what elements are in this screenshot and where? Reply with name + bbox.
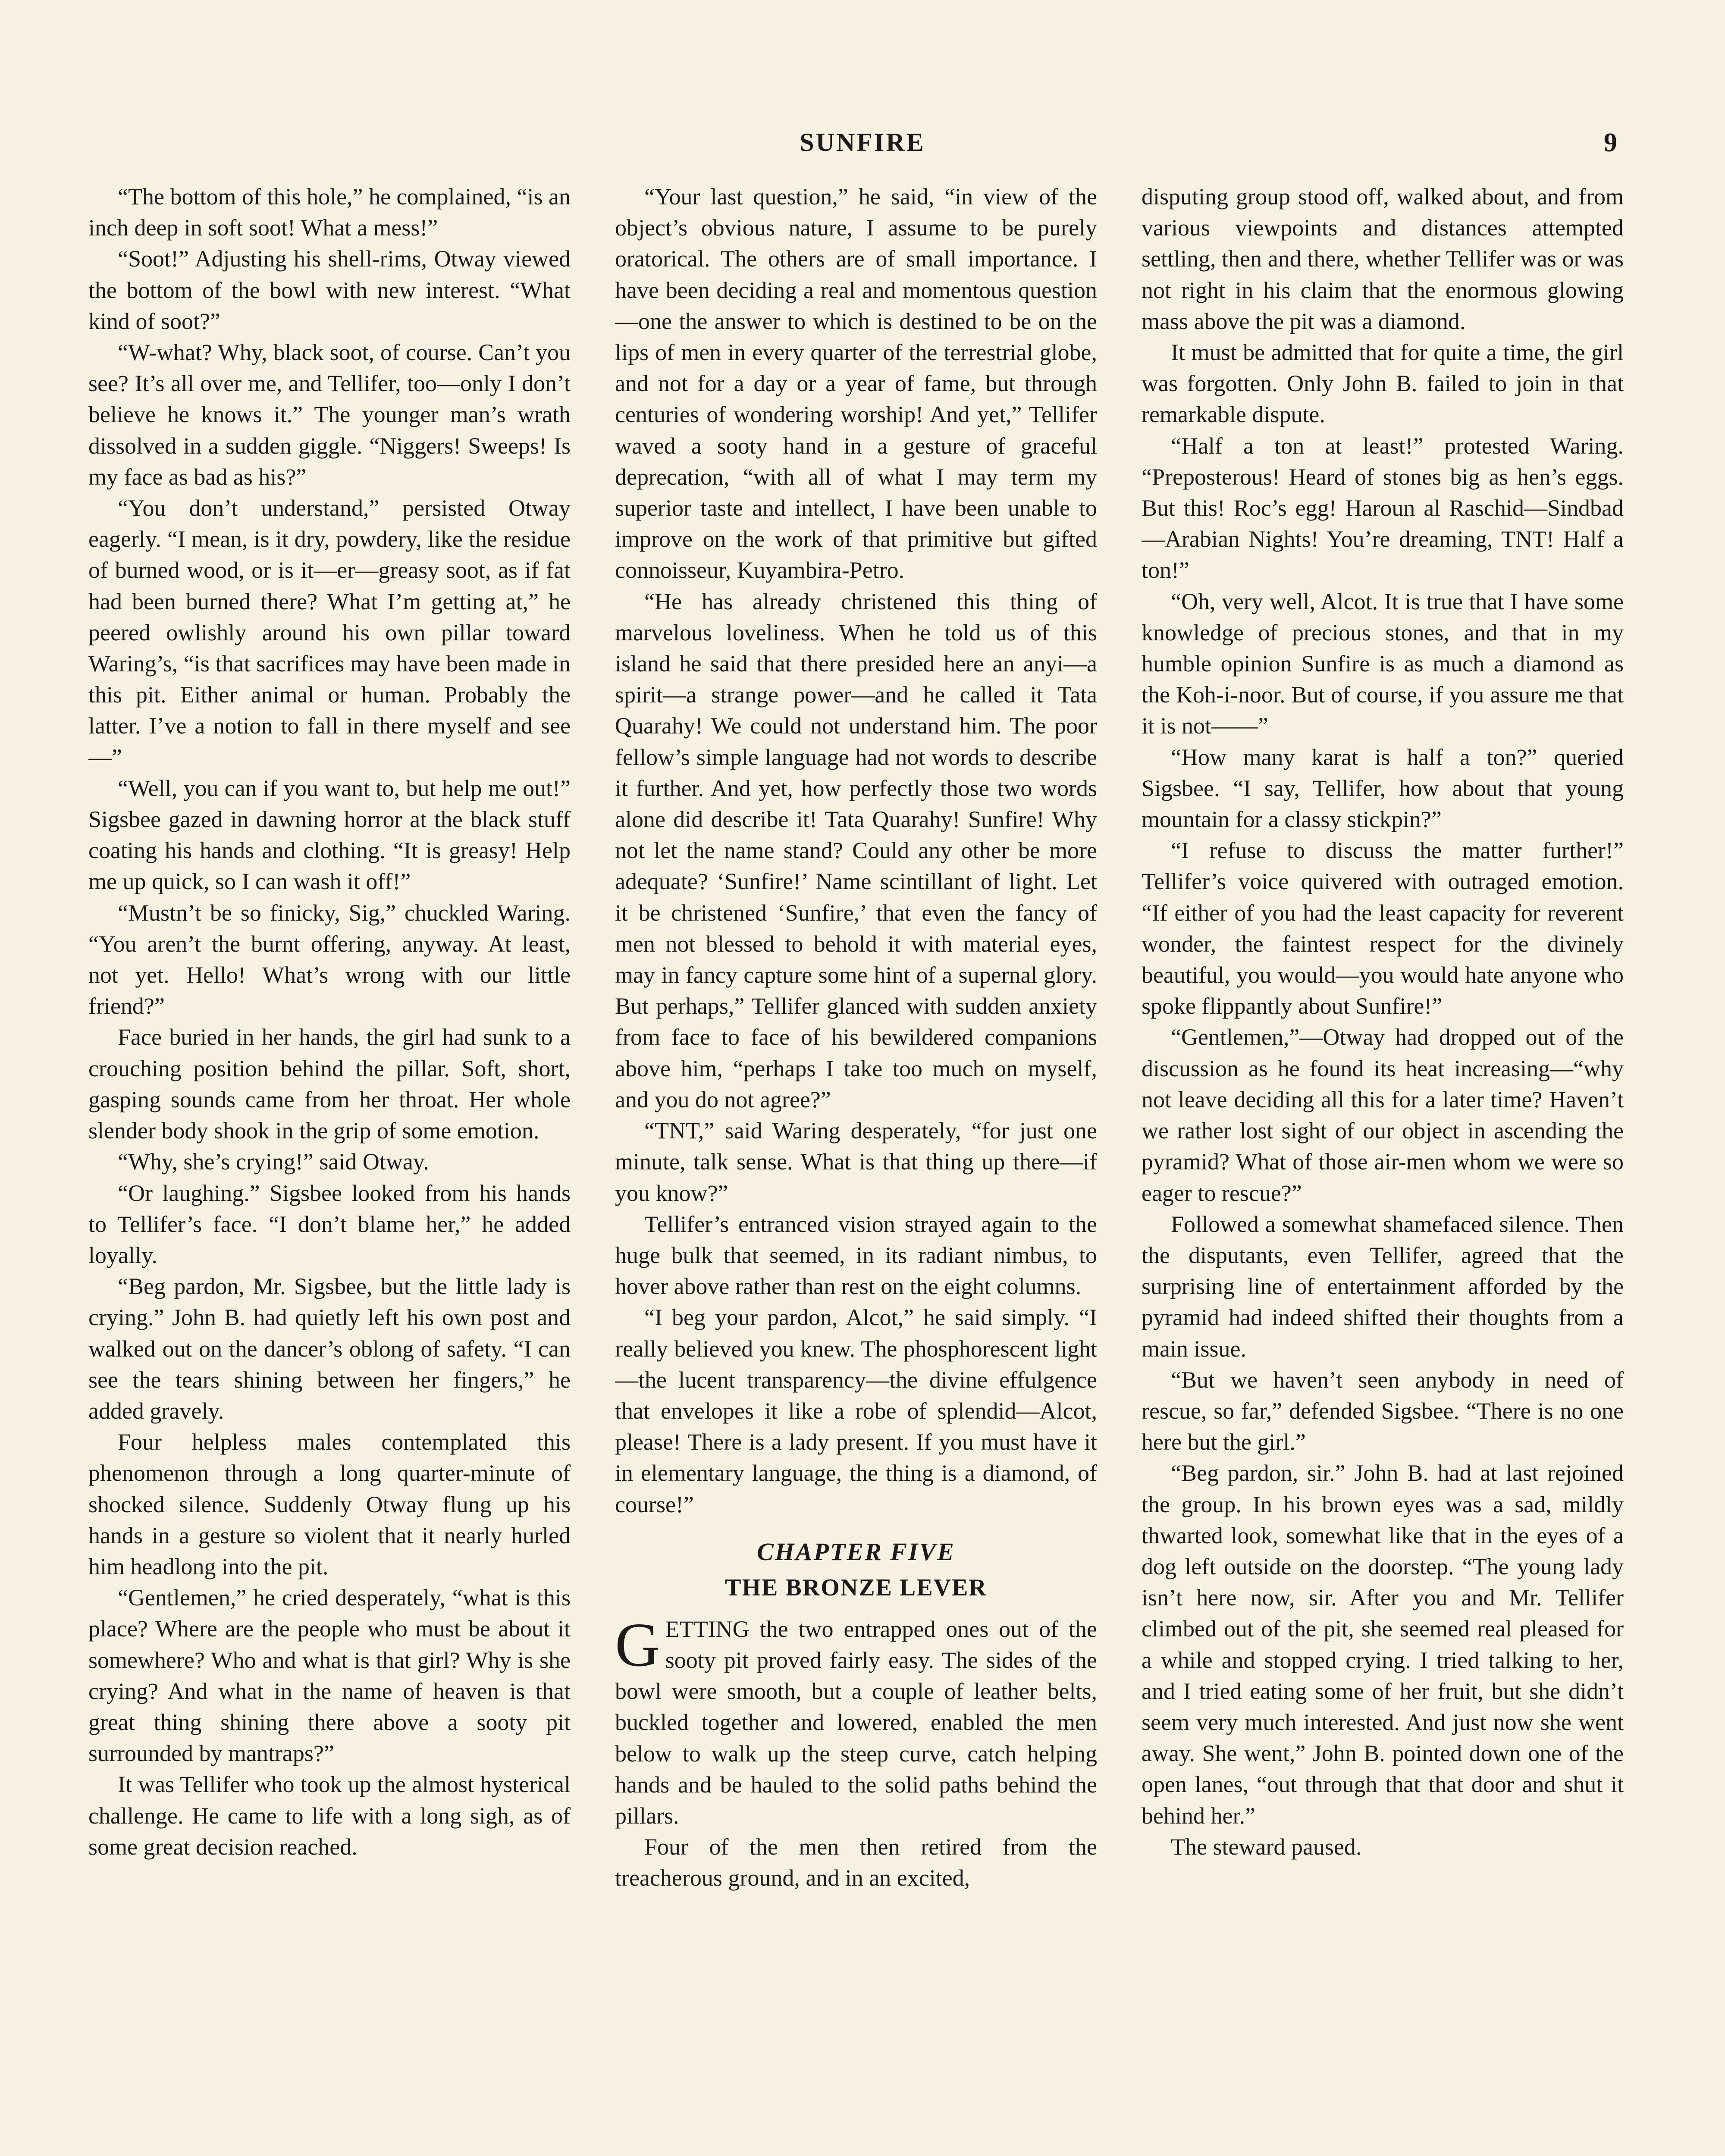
chapter-subtitle: THE BRONZE LEVER	[725, 1574, 987, 1601]
paragraph: “Gentlemen,” he cried desperately, “what is this place? Where are the people who must be about it somewhere? Who and what is that girl? Why is she crying? And what in the name of heaven is that great thing shining there above a sooty pit surrounded by mantraps?”	[88, 1585, 571, 1767]
paragraph: Four helpless males contemplated this phenomenon through a long quarter-minute of shocked silence. Suddenly Otway flung up his hands in a gesture so violent that it nearly hurled him headlong into the pit.	[88, 1429, 571, 1579]
paragraph: “But we haven’t seen anybody in need of rescue, so far,” defended Sigsbee. “There is no one here but the girl.”	[1142, 1366, 1624, 1455]
paragraph: “How many karat is half a ton?” queried Sigsbee. “I say, Tellifer, how about that young mountain for a classy stickpin?”	[1142, 744, 1624, 833]
paragraph: “Beg pardon, sir.” John B. had at last rejoined the group. In his brown eyes was a sad, mildly thwarted look, somewhat like that in the eyes of a dog left outside on the doorstep. “The young lady isn’t here now, sir. After you and Mr. Tellifer climbed out of the pit, she seemed real pleased for a while and stopped crying. I tried talking to her, and I tried eating some of her fruit, but she didn’t seem very much interested. And just now she went away. She went,” John B. pointed down one of the open lanes, “out through that that door and shut it behind her.”	[1142, 1460, 1624, 1829]
paragraph: “Soot!” Adjusting his shell-rims, Otway viewed the bottom of the bowl with new interest. “What kind of soot?”	[88, 246, 571, 334]
running-title: SUNFIRE	[800, 128, 925, 157]
paragraph: “You don’t understand,” persisted Otway eagerly. “I mean, is it dry, powdery, like the residue of burned wood, or is it—er—greasy soot, as if fat had been burned there? What I’m getting at,” he peered owlishly around his own pillar toward Waring’s, “is that sacrifices may have been made in this pit. Either animal or human. Probably the latter. I’ve a notion to fall in there myself and see—”	[88, 495, 571, 770]
paragraph: It must be admitted that for quite a time, the girl was forgotten. Only John B. failed to join in that remarkable dispute.	[1142, 339, 1624, 428]
paragraph: “Your last question,” he said, “in view of the object’s obvious nature, I assume to be purely oratorical. The others are of small importance. I have been deciding a real and momentous question—one the answer to which is destined to be on the lips of men in every quarter of the terrestrial globe, and not for a day or a year of fame, but through centuries of wondering worship! And yet,” Tellifer waved a sooty hand in a gesture of graceful deprecation, “with all of what I may term my superior taste and intellect, I have been unable to improve on the work of that primitive but gifted connoisseur, Kuyambira-Petro.	[615, 184, 1097, 583]
paragraph: The steward paused.	[1171, 1833, 1362, 1860]
text-columns	[88, 181, 1624, 2156]
paragraph: “The bottom of this hole,” he complained, “is an inch deep in soft soot! What a mess!”	[88, 184, 571, 241]
paragraph: Four of the men then retired from the treacherous ground, and in an excited,	[615, 1834, 1097, 1891]
paragraph: It was Tellifer who took up the almost hysterical challenge. He came to life with a long sigh, as of some great decision reached.	[88, 1771, 571, 1860]
paragraph: “I refuse to discuss the matter further!” Tellifer’s voice quivered with outraged emotion. “If either of you had the least capacity for reverent wonder, the faintest respect for the divinely beautiful, you would—you would hate anyone who spoke flippantly about Sunfire!”	[1142, 837, 1624, 1019]
page-number: 9	[1604, 128, 1617, 157]
column-3	[1142, 181, 1624, 2156]
paragraph: “I beg your pardon, Alcot,” he said simply. “I really believed you knew. The phosphorescent light—the lucent transparency—the divine effulgence that envelopes it like a robe of splendid—Alcot, please! There is a lady present. If you must have it in elementary language, the thing is a diamond, of course!”	[615, 1304, 1097, 1517]
paragraph: “Gentlemen,”—Otway had dropped out of the discussion as he found its heat increasing—“why not leave deciding all this for a later time? Haven’t we rather lost sight of our object in ascending the pyramid? What of those air-men whom we were so eager to rescue?”	[1142, 1024, 1624, 1206]
paragraph: Followed a somewhat shamefaced silence. Then the disputants, even Tellifer, agreed that the surprising line of entertainment afforded by the pyramid had indeed shifted their thoughts from a main issue.	[1142, 1211, 1624, 1362]
column-2	[615, 181, 1097, 2156]
paragraph: “Why, she’s crying!” said Otway.	[118, 1149, 429, 1175]
chapter-opening-paragraph: GETTING the two entrapped ones out of the sooty pit proved fairly easy. The sides of the bowl were smooth, but a couple of leather belts, buckled together and lowered, enabled the men below to walk up the steep curve, catch helping hands and be hauled to the solid paths behind the pillars.	[615, 1610, 1097, 1829]
chapter-title: CHAPTER FIVE	[757, 1537, 955, 1566]
paragraph: “Beg pardon, Mr. Sigsbee, but the little lady is crying.” John B. had quietly left his own post and walked out on the dancer’s oblong of safety. “I can see the tears shining between her fingers,” he added gravely.	[88, 1273, 571, 1424]
paragraph: “Or laughing.” Sigsbee looked from his hands to Tellifer’s face. “I don’t blame her,” he added loyally.	[88, 1180, 571, 1268]
paragraph: “Well, you can if you want to, but help me out!” Sigsbee gazed in dawning horror at the black stuff coating his hands and clothing. “It is greasy! Help me up quick, so I can wash it off!”	[88, 775, 571, 895]
continued-paragraph: disputing group stood off, walked about, and from various viewpoints and distances attempted settling, then and there, whether Tellifer was or was not right in his claim that the enormous glowing mass above the pit was a diamond.	[1142, 184, 1624, 334]
paragraph: “Mustn’t be so finicky, Sig,” chuckled Waring. “You aren’t the burnt offering, anyway. At least, not yet. Hello! What’s wrong with our little friend?”	[88, 899, 571, 1019]
paragraph: “W-what? Why, black soot, of course. Can’t you see? It’s all over me, and Tellifer, too—only I don’t believe he knows it.” The younger man’s wrath dissolved in a sudden giggle. “Niggers! Sweeps! Is my face as bad as his?”	[88, 339, 571, 490]
paragraph: Face buried in her hands, the girl had sunk to a crouching position behind the pillar. Soft, short, gasping sounds came from her throat. Her whole slender body shook in the grip of some emotion.	[88, 1024, 571, 1144]
paragraph: “Half a ton at least!” protested Waring. “Preposterous! Heard of stones big as hen’s eggs. But this! Roc’s egg! Haroun al Raschid—Sindbad—Arabian Nights! You’re dreaming, TNT! Half a ton!”	[1142, 432, 1624, 583]
paragraph: “He has already christened this thing of marvelous loveliness. When he told us of this island he said that there presided here an anyi—a spirit—a strange power—and he called it Tata Quarahy! We could not understand him. The poor fellow’s simple language had not words to describe it further. And yet, how perfectly those two words alone did describe it! Tata Quarahy! Sunfire! Why not let the name stand? Could any other be more adequate? ‘Sunfire!’ Name scintillant of light. Let it be christened ‘Sunfire,’ that even the fancy of men not blessed to behold it with material eyes, may in fancy capture some hint of a supernal glory. But perhaps,” Tellifer glanced with sudden anxiety from face to face of his bewildered companions above him, “perhaps I take too much on myself, and you do not agree?”	[615, 588, 1097, 1112]
column-1	[88, 181, 571, 2156]
paragraph: “TNT,” said Waring desperately, “for just one minute, talk sense. What is that thing up there—if you know?”	[615, 1118, 1097, 1206]
paragraph: “Oh, very well, Alcot. It is true that I have some knowledge of precious stones, and that in my humble opinion Sunfire is as much a diamond as the Koh-i-noor. But of course, if you assure me that it is not——”	[1142, 588, 1624, 739]
paragraph: Tellifer’s entranced vision strayed again to the huge bulk that seemed, in its radiant nimbus, to hover above rather than rest on the eight columns.	[615, 1211, 1097, 1300]
page-header	[91, 128, 1634, 166]
